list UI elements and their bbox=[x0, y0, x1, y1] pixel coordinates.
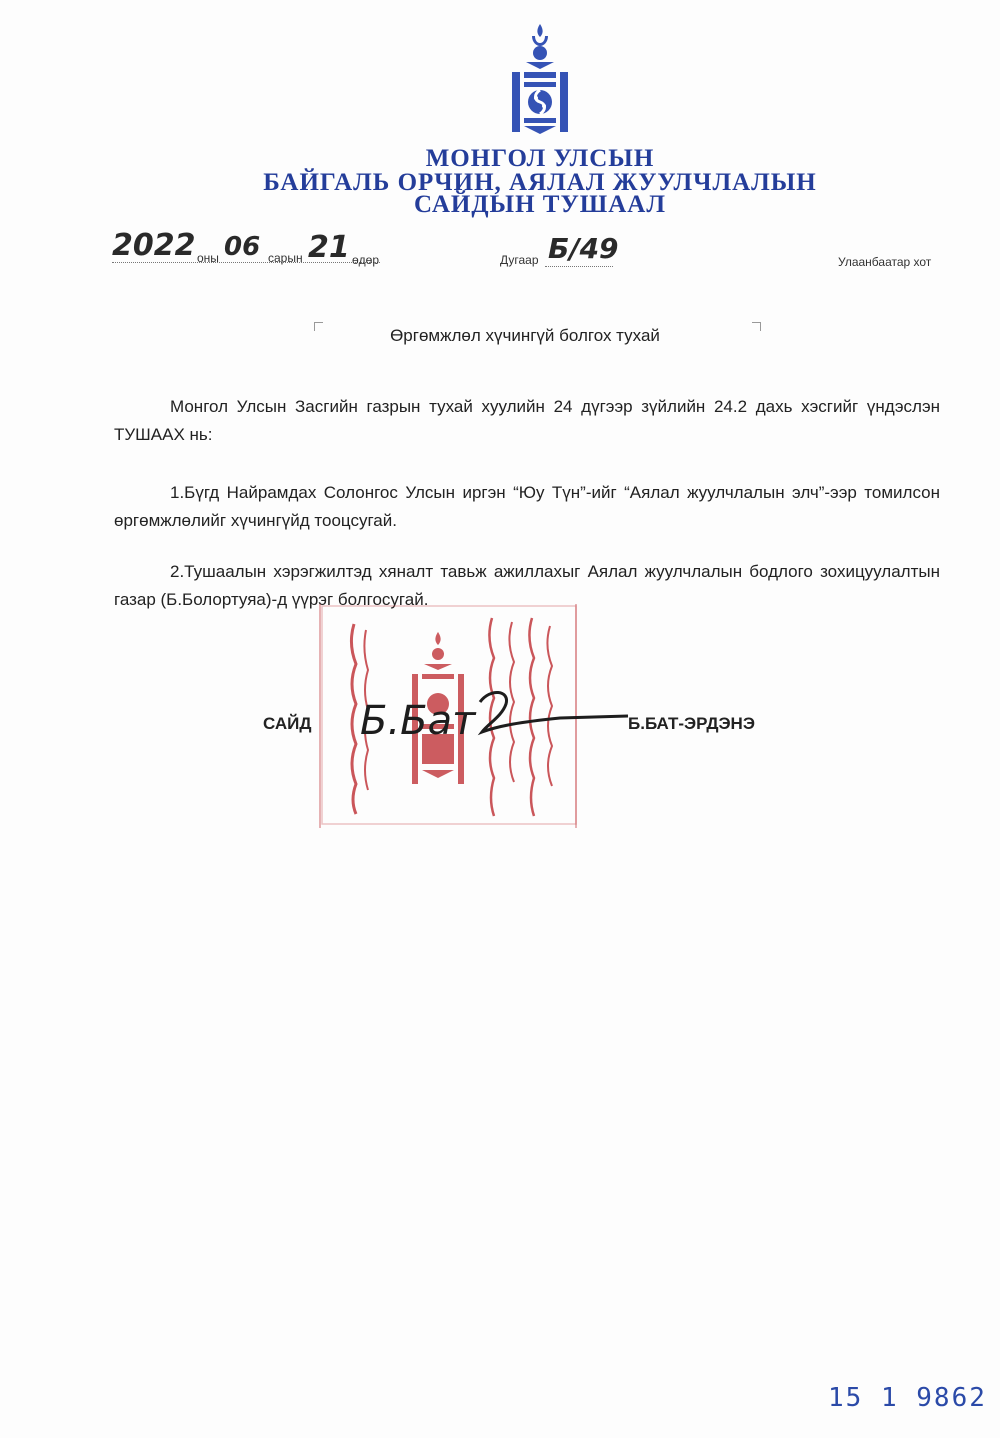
date-month-suffix: сарын bbox=[268, 251, 303, 265]
header-line-3: САЙДЫН ТУШААЛ bbox=[414, 191, 666, 218]
number-underline bbox=[545, 266, 613, 267]
date-year-suffix: оны bbox=[197, 251, 219, 265]
header-line-2: БАЙГАЛЬ ОРЧИН, АЯЛАЛ ЖУУЛЧЛАЛЫН bbox=[263, 169, 817, 196]
soyombo-emblem-icon bbox=[510, 22, 570, 140]
document-title: Өргөмжлөл хүчингүй болгох тухай bbox=[390, 326, 660, 345]
number-label: Дугаар bbox=[500, 253, 539, 267]
decree-number: Б/49 bbox=[548, 232, 619, 265]
date-year: 2022 bbox=[112, 228, 196, 263]
signatory-name: Б.БАТ-ЭРДЭНЭ bbox=[628, 714, 755, 733]
body-item-2: 2.Тушаалын хэрэгжилтэд хяналт тавьж ажиллахыг Аялал жуулчлалын бодлого зохицуулалтын газар (Б.Болортуяа)-д үүрэг болгосугай. bbox=[114, 562, 940, 609]
signature-initials: Б.Бат bbox=[360, 698, 476, 744]
body-item-1: 1.Бүгд Найрамдах Солонгос Улсын иргэн “Юу Түн”-ийг “Аялал жуулчлалын элч”-ээр томилсон өргөмжлөлийг хүчингүйд тооцсугай. bbox=[114, 483, 940, 530]
city-label: Улаанбаатар хот bbox=[838, 255, 932, 269]
header-line-1: МОНГОЛ УЛСЫН bbox=[425, 145, 655, 172]
signatory-position: САЙД bbox=[263, 714, 312, 733]
date-day-suffix: өдөр bbox=[352, 253, 380, 267]
body-intro: Монгол Улсын Засгийн газрын тухай хуулийн 24 дүгээр зүйлийн 24.2 дахь хэсгийг үндэслэн ТУШААХ нь: bbox=[114, 397, 940, 444]
date-day: 21 bbox=[308, 230, 350, 265]
document-serial-number: 15 1 9862 bbox=[828, 1383, 987, 1413]
handwritten-signature bbox=[330, 682, 630, 752]
date-month: 06 bbox=[224, 232, 261, 262]
